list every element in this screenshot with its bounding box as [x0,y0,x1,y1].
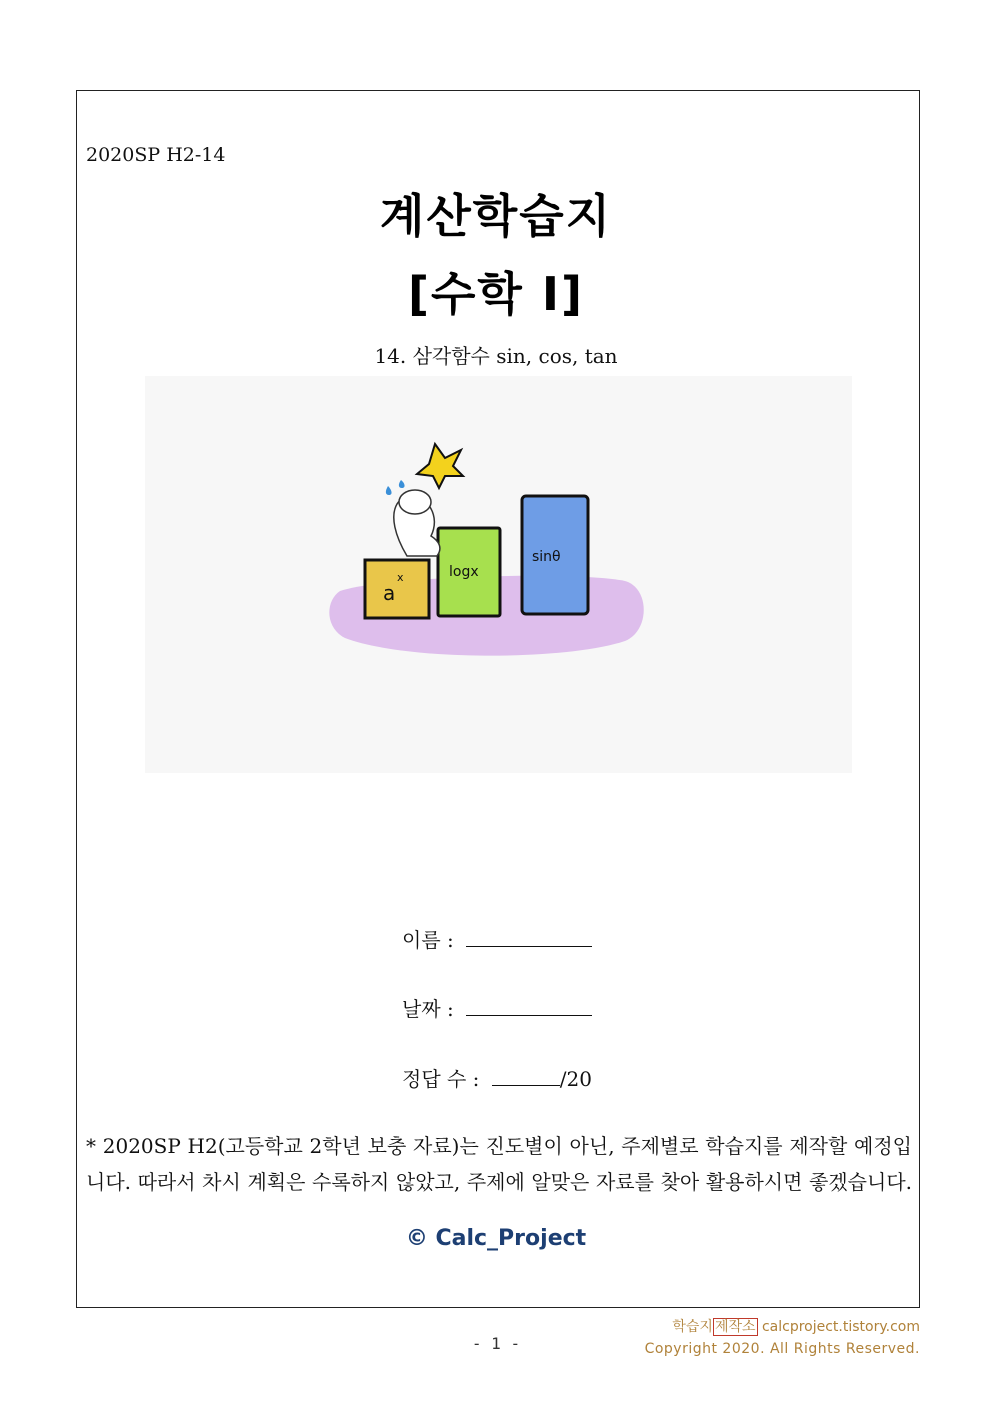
footer-copyright: Copyright 2020. All Rights Reserved. [644,1341,920,1357]
blue-block-label: sinθ [532,549,561,565]
footer-maker-boxed: 제작소 [714,1319,756,1335]
footer-maker [672,1316,920,1336]
worksheet-code: 2020SP H2-14 [86,144,226,166]
score-field [402,1063,592,1092]
name-label: 이름 : [402,928,454,952]
sweat-drop-2 [399,480,405,488]
name-input-line[interactable] [466,926,592,947]
character-head [399,490,431,514]
yellow-block-label: a [383,581,396,605]
green-block-label: logx [449,564,479,580]
score-total: /20 [559,1067,592,1091]
footer-site-link[interactable]: calcproject.tistory.com [761,1319,920,1335]
yellow-block [365,560,429,618]
page-title: 계산학습지 [379,189,613,243]
note-line-1: * 2020SP H2(고등학교 2학년 보충 자료)는 진도별이 아닌, 주제별로 학습지를 제작할 예정입 [86,1134,912,1158]
sweat-drop [386,486,392,495]
date-label: 날짜 : [402,997,454,1021]
topic-title: 14. 삼각함수 sin, cos, tan [374,344,618,368]
date-input-line[interactable] [466,995,592,1016]
footer-maker-prefix: 학습지 [672,1319,713,1335]
cover-illustration [145,376,852,773]
star-icon [417,444,463,488]
score-label: 정답 수 : [402,1067,480,1091]
note-line-2: 니다. 따라서 차시 계획은 수록하지 않았고, 주제에 알맞은 자료를 찾아 활용하시면 좋겠습니다. [86,1170,912,1194]
yellow-block-exponent: x [397,571,404,584]
name-field [402,924,592,953]
score-input-line[interactable] [492,1065,560,1086]
page-subject: [수학 I] [407,267,585,321]
brand-mark: © Calc_Project [405,1226,587,1251]
page-number: - 1 - [471,1334,521,1353]
date-field [402,993,592,1022]
